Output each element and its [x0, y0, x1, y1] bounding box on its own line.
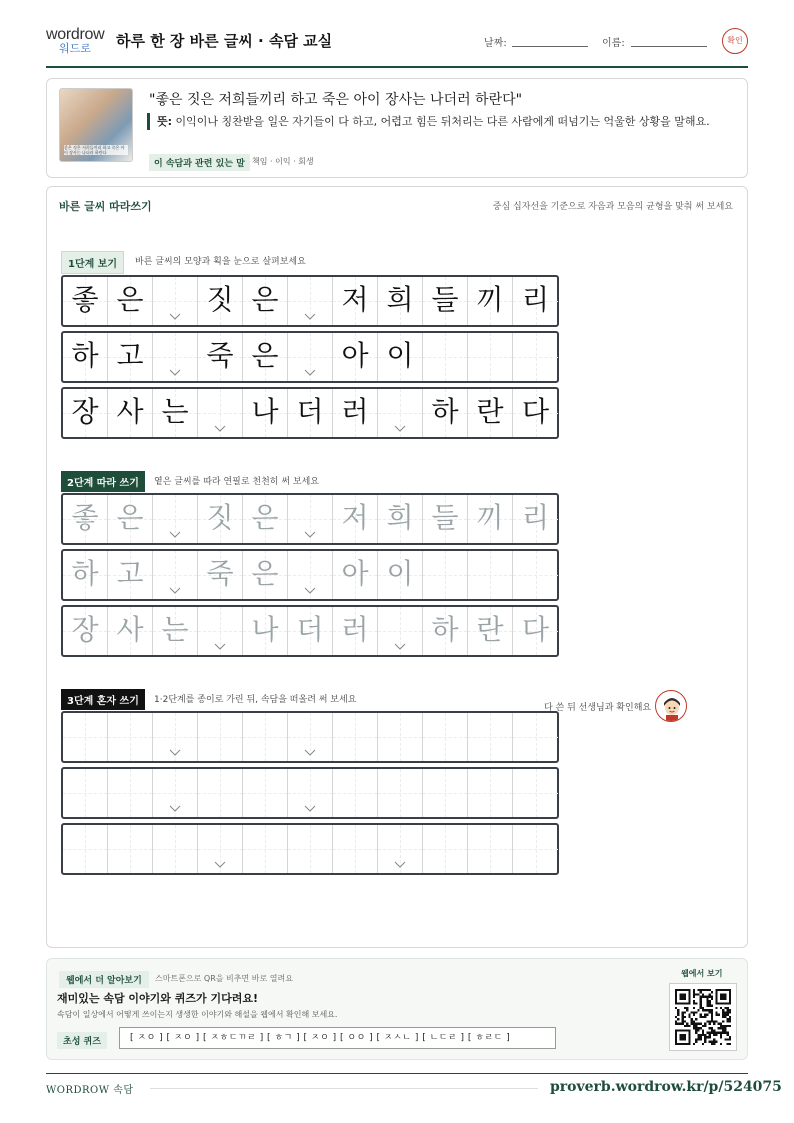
writing-cell[interactable]	[468, 713, 513, 761]
writing-cell[interactable]	[423, 495, 468, 543]
writing-cell[interactable]	[153, 713, 198, 761]
syllable: 나	[251, 613, 279, 646]
syllable: 란	[476, 613, 504, 646]
syllable: 하	[431, 613, 459, 646]
related-words: 책임 · 이익 · 회생	[252, 157, 314, 166]
writing-cell[interactable]	[198, 825, 243, 873]
wordrow-logo	[46, 26, 108, 58]
step3-label: 3단계 혼자 쓰기	[61, 689, 145, 710]
writing-cell[interactable]	[378, 495, 423, 543]
writing-cell	[153, 389, 198, 437]
quiz-label: 초성 퀴즈	[57, 1032, 107, 1049]
writing-cell[interactable]	[288, 825, 333, 873]
writing-cell[interactable]	[423, 607, 468, 655]
syllable: 저	[341, 283, 369, 316]
syllable: 리	[521, 501, 550, 534]
logo-text: wordrow	[46, 26, 105, 43]
writing-cell[interactable]	[333, 607, 378, 655]
writing-cell[interactable]	[333, 551, 378, 599]
syllable: 고	[116, 557, 144, 590]
writing-cell[interactable]	[513, 713, 558, 761]
related-label: 이 속담과 관련 있는 말	[149, 154, 250, 171]
chosung-quiz: [ ㅈㅇ ] [ ㅈㅇ ] [ ㅈㅎㄷㄲㄹ ] [ ㅎㄱ ] [ ㅈㅇ ] [ ㅇㅇ ] [ ㅈㅅㄴ ] [ ㄴㄷㄹ ] [ ㅎㄹㄷ ]	[119, 1027, 556, 1049]
writing-cell	[63, 389, 108, 437]
syllable: 는	[161, 613, 189, 646]
writing-cell[interactable]	[423, 713, 468, 761]
writing-cell[interactable]	[468, 769, 513, 817]
writing-cell[interactable]	[423, 825, 468, 873]
writing-cell[interactable]	[153, 551, 198, 599]
writing-cell	[243, 389, 288, 437]
writing-cell[interactable]	[378, 825, 423, 873]
syllable: 은	[116, 283, 144, 316]
writing-cell[interactable]	[108, 607, 153, 655]
writing-cell[interactable]	[63, 825, 108, 873]
writing-row[interactable]	[61, 549, 559, 601]
seal-icon: 확인	[722, 28, 748, 54]
writing-cell	[63, 277, 108, 325]
proverb-quote: "좋은 짓은 저희들끼리 하고 죽은 아이 장사는 나더러 하란다"	[149, 92, 523, 108]
space-mark-icon	[214, 861, 226, 868]
web-headline: 재미있는 속담 이야기와 퀴즈가 기다려요!	[57, 992, 258, 1005]
syllable: 희	[386, 501, 414, 534]
writing-row[interactable]	[61, 767, 559, 819]
writing-cell[interactable]	[63, 607, 108, 655]
syllable: 고	[116, 339, 144, 372]
writing-cell[interactable]	[153, 769, 198, 817]
syllable: 은	[116, 501, 144, 534]
writing-cell[interactable]	[513, 607, 558, 655]
writing-cell[interactable]	[333, 825, 378, 873]
syllable: 다	[521, 395, 550, 428]
syllable: 러	[341, 613, 369, 646]
writing-cell	[468, 277, 513, 325]
step3-desc: 1·2단계를 종이로 가린 뒤, 속담을 떠올려 써 보세요	[154, 695, 357, 705]
space-mark-icon	[304, 805, 316, 812]
writing-cell[interactable]	[468, 825, 513, 873]
space-mark-icon	[304, 531, 316, 538]
writing-cell[interactable]	[153, 607, 198, 655]
writing-cell	[153, 277, 198, 325]
writing-cell[interactable]	[513, 825, 558, 873]
writing-cell	[288, 389, 333, 437]
syllable: 좋	[71, 283, 99, 316]
practice-card	[46, 186, 748, 948]
date-label: 날짜:	[484, 38, 507, 49]
practice-note: 중심 십자선을 기준으로 자음과 모음의 균형을 맞춰 써 보세요	[492, 202, 733, 212]
writing-cell	[423, 277, 468, 325]
writing-cell[interactable]	[333, 495, 378, 543]
writing-row[interactable]	[61, 493, 559, 545]
syllable: 란	[476, 395, 504, 428]
writing-cell[interactable]	[333, 769, 378, 817]
writing-cell	[378, 333, 423, 381]
writing-cell	[333, 389, 378, 437]
writing-cell[interactable]	[288, 551, 333, 599]
writing-cell	[108, 389, 153, 437]
writing-cell	[243, 333, 288, 381]
practice-title: 바른 글씨 따라쓰기	[59, 200, 152, 213]
syllable: 들	[431, 501, 459, 534]
writing-cell[interactable]	[153, 825, 198, 873]
writing-cell	[243, 277, 288, 325]
footer-divider	[46, 1073, 748, 1074]
step2-label: 2단계 따라 쓰기	[61, 471, 145, 492]
syllable: 짓	[206, 283, 234, 316]
writing-cell[interactable]	[198, 495, 243, 543]
space-mark-icon	[214, 643, 226, 650]
footer-url[interactable]: proverb.wordrow.kr/p/524075	[550, 1079, 782, 1095]
writing-cell	[378, 277, 423, 325]
syllable: 죽	[206, 339, 234, 372]
space-mark-icon	[169, 313, 181, 320]
writing-cell[interactable]	[243, 769, 288, 817]
writing-cell[interactable]	[423, 551, 468, 599]
space-mark-icon	[394, 861, 406, 868]
writing-cell[interactable]	[108, 551, 153, 599]
done-text: 다 쓴 뒤 선생님과 확인해요	[544, 703, 652, 713]
writing-cell	[513, 333, 558, 381]
syllable: 좋	[71, 501, 99, 534]
web-subtext: 속담이 일상에서 어떻게 쓰이는지 생생한 이야기와 해설을 웹에서 확인해 보세요.	[57, 1010, 338, 1019]
page-header	[46, 22, 748, 68]
proverb-illustration	[59, 88, 133, 162]
writing-cell[interactable]	[198, 551, 243, 599]
syllable: 장	[71, 395, 99, 428]
space-mark-icon	[169, 531, 181, 538]
qr-label: 웹에서 보기	[681, 969, 723, 978]
syllable: 아	[341, 339, 369, 372]
syllable: 죽	[206, 557, 234, 590]
writing-cell[interactable]	[63, 769, 108, 817]
writing-cell[interactable]	[243, 713, 288, 761]
writing-cell[interactable]	[468, 607, 513, 655]
syllable: 은	[251, 283, 279, 316]
space-mark-icon	[304, 587, 316, 594]
writing-cell	[423, 333, 468, 381]
writing-cell	[63, 333, 108, 381]
writing-cell[interactable]	[468, 495, 513, 543]
syllable: 하	[71, 339, 99, 372]
writing-cell	[153, 333, 198, 381]
writing-cell	[468, 333, 513, 381]
writing-cell	[108, 277, 153, 325]
writing-cell	[333, 277, 378, 325]
syllable: 사	[116, 395, 144, 428]
writing-cell[interactable]	[63, 551, 108, 599]
syllable: 리	[521, 283, 550, 316]
page-title: 하루 한 장 바른 글씨 · 속담 교실	[116, 32, 333, 50]
syllable: 장	[71, 613, 99, 646]
syllable: 은	[251, 339, 279, 372]
writing-cell[interactable]	[108, 495, 153, 543]
writing-cell[interactable]	[513, 769, 558, 817]
writing-cell[interactable]	[243, 825, 288, 873]
syllable: 들	[431, 283, 459, 316]
writing-row	[61, 387, 559, 439]
proverb-card	[46, 78, 748, 178]
step2-desc: 옅은 글씨를 따라 연필로 천천히 써 보세요	[154, 477, 319, 487]
syllable: 저	[341, 501, 369, 534]
qr-code-icon[interactable]	[669, 983, 737, 1051]
writing-cell[interactable]	[513, 495, 558, 543]
writing-cell[interactable]	[468, 551, 513, 599]
name-field[interactable]	[631, 46, 707, 47]
writing-cell	[513, 277, 558, 325]
syllable: 더	[296, 395, 324, 428]
space-mark-icon	[394, 643, 406, 650]
teacher-check-icon	[655, 690, 687, 722]
writing-cell	[198, 389, 243, 437]
writing-cell	[288, 333, 333, 381]
syllable: 이	[386, 557, 414, 590]
syllable: 나	[251, 395, 279, 428]
web-card	[46, 958, 748, 1060]
space-mark-icon	[169, 805, 181, 812]
writing-cell	[378, 389, 423, 437]
footer-brand: WORDROW 속담	[46, 1085, 134, 1096]
step1-desc: 바른 글씨의 모양과 획을 눈으로 살펴보세요	[135, 257, 306, 267]
writing-cell[interactable]	[243, 495, 288, 543]
writing-row[interactable]	[61, 823, 559, 875]
syllable: 사	[116, 613, 144, 646]
syllable: 끼	[476, 283, 504, 316]
space-mark-icon	[304, 749, 316, 756]
meaning-text: 이익이나 칭찬받을 일은 자기들이 다 하고, 어렵고 힘든 뒤처리는 다른 사람에게 떠넘기는 억울한 상황을 말해요.	[172, 115, 710, 128]
syllable: 다	[521, 613, 550, 646]
proverb-meaning	[147, 113, 737, 130]
writing-row	[61, 275, 559, 327]
writing-cell[interactable]	[378, 769, 423, 817]
syllable: 하	[431, 395, 459, 428]
writing-cell	[468, 389, 513, 437]
writing-cell[interactable]	[108, 825, 153, 873]
syllable: 는	[161, 395, 189, 428]
writing-cell[interactable]	[423, 769, 468, 817]
writing-cell[interactable]	[63, 713, 108, 761]
writing-row	[61, 331, 559, 383]
writing-cell[interactable]	[63, 495, 108, 543]
syllable: 은	[251, 501, 279, 534]
space-mark-icon	[304, 313, 316, 320]
syllable: 이	[386, 339, 414, 372]
web-tag: 웹에서 더 알아보기	[59, 971, 149, 988]
writing-cell	[108, 333, 153, 381]
writing-cell[interactable]	[333, 713, 378, 761]
writing-cell[interactable]	[288, 607, 333, 655]
syllable: 은	[251, 557, 279, 590]
writing-cell[interactable]	[108, 769, 153, 817]
syllable: 끼	[476, 501, 504, 534]
space-mark-icon	[304, 369, 316, 376]
writing-cell[interactable]	[153, 495, 198, 543]
writing-cell[interactable]	[243, 607, 288, 655]
writing-cell	[198, 333, 243, 381]
footer-rule	[150, 1088, 538, 1089]
space-mark-icon	[214, 425, 226, 432]
writing-cell[interactable]	[513, 551, 558, 599]
step1-label: 1단계 보기	[61, 251, 124, 274]
web-hint: 스마트폰으로 QR을 비추면 바로 열려요	[155, 974, 293, 983]
space-mark-icon	[169, 587, 181, 594]
writing-cell[interactable]	[288, 769, 333, 817]
syllable: 러	[341, 395, 369, 428]
writing-cell[interactable]	[378, 713, 423, 761]
writing-cell	[423, 389, 468, 437]
writing-cell[interactable]	[288, 713, 333, 761]
illustration-caption: 좋은 짓은 저희들끼리 하고 죽은 아이 장사는 나더러 하란다	[64, 145, 128, 155]
logo-korean: 워드로	[59, 42, 91, 55]
writing-cell[interactable]	[198, 713, 243, 761]
writing-cell	[333, 333, 378, 381]
space-mark-icon	[169, 749, 181, 756]
writing-row[interactable]	[61, 711, 559, 763]
writing-cell[interactable]	[378, 551, 423, 599]
writing-cell[interactable]	[198, 769, 243, 817]
writing-row[interactable]	[61, 605, 559, 657]
writing-cell[interactable]	[288, 495, 333, 543]
space-mark-icon	[169, 369, 181, 376]
syllable: 희	[386, 283, 414, 316]
writing-cell[interactable]	[378, 607, 423, 655]
writing-cell	[198, 277, 243, 325]
syllable: 하	[71, 557, 99, 590]
writing-cell[interactable]	[243, 551, 288, 599]
date-field[interactable]	[512, 46, 588, 47]
writing-cell[interactable]	[198, 607, 243, 655]
space-mark-icon	[394, 425, 406, 432]
syllable: 짓	[206, 501, 234, 534]
syllable: 더	[296, 613, 324, 646]
meaning-label: 뜻:	[157, 115, 173, 128]
name-label: 이름:	[602, 38, 625, 49]
writing-cell	[288, 277, 333, 325]
writing-cell[interactable]	[108, 713, 153, 761]
writing-cell	[513, 389, 558, 437]
syllable: 아	[341, 557, 369, 590]
